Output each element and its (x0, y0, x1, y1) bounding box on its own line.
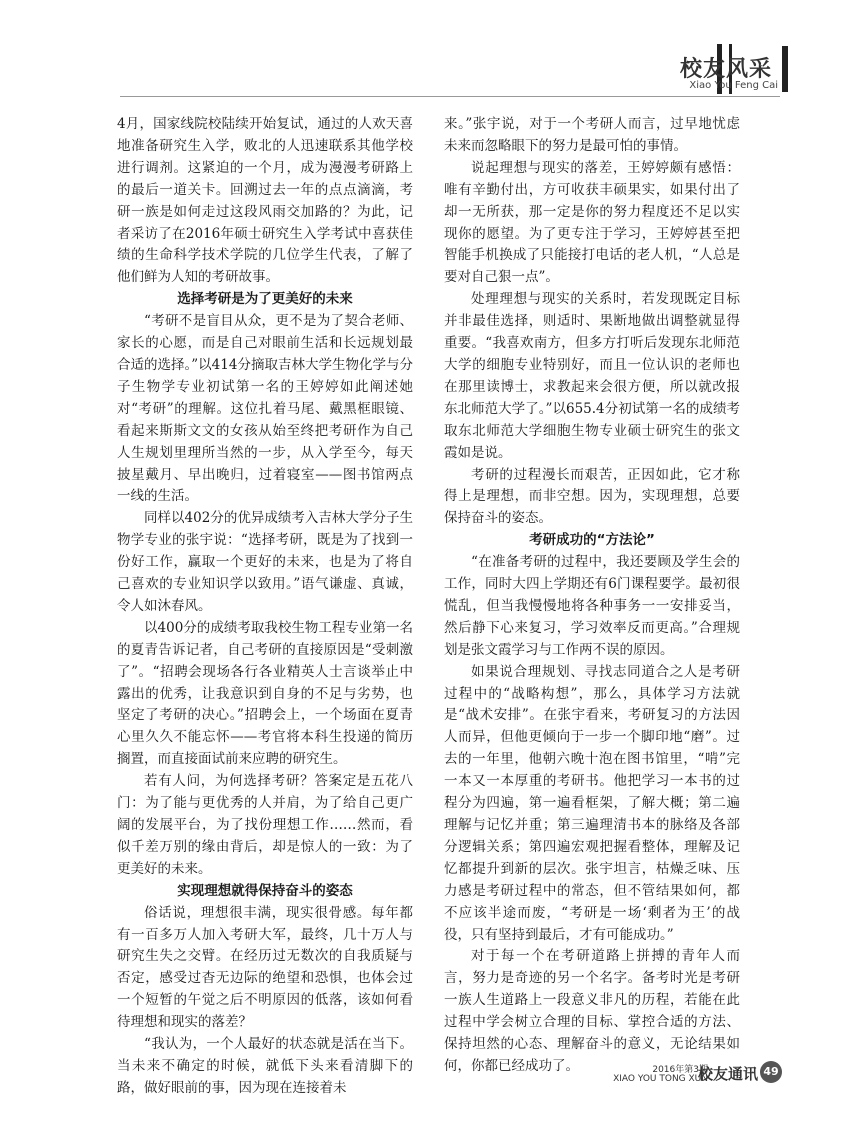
magazine-pinyin: XIAO YOU TONG XUN (613, 1074, 708, 1084)
article-right-column (444, 114, 740, 1078)
section-subtitle: Xiao You Feng Cai (689, 80, 778, 91)
paragraph: 说起理想与现实的落差，王婷婷颇有感悟：唯有辛勤付出，方可收获丰硕果实，如果付出了却一无所获，那一定是你的努力程度还不足以实现你的愿望。为了更专注于学习，王婷婷甚至把智能手机换成了只能接打电话的老人机，“人总是要对自己狠一点”。 (444, 159, 740, 286)
paragraph: 处理理想与现实的关系时，若发现既定目标并非最佳选择，则适时、果断地做出调整就显得重要。“我喜欢南方，但多方打听后发现东北师范大学的细胞专业特别好，而且一位认识的老师也在那里读博士，求教起来会很方便，所以就改报东北师范大学了。”以655.4分初试第一名的成绩考取东北师范大学细胞生物专业硕士研究生的张文霞如是说。 (444, 291, 740, 461)
paragraph: “考研不是盲目从众，更不是为了契合老师、家长的心愿，而是自己对眼前生活和长远规划最合适的选择。”以414分摘取吉林大学生物化学与分子生物学专业初试第一名的王婷婷如此阐述她对“考研”的理解。这位扎着马尾、戴黑框眼镜、看起来斯斯文文的女孩从始至终把考研作为自己人生规划里理所当然的一步，从入学至今，每天披星戴月、早出晚归，过着寝室——图书馆两点一线的生活。 (117, 313, 413, 505)
page-header (0, 0, 850, 100)
page-footer (0, 1060, 850, 1100)
paragraph: 俗话说，理想很丰满，现实很骨感。每年都有一百多万人加入考研大军，最终，几十万人与研究生失之交臂。在经历过无数次的自我质疑与否定，感受过杳无边际的绝望和恐惧，也体会过一个短暂的午觉之后不明原因的低落，该如何看待理想和现实的落差？ (117, 904, 413, 1031)
paragraph: 同样以402分的优异成绩考入吉林大学分子生物学专业的张宇说：“选择考研，既是为了找到一份好工作，赢取一个更好的未来，也是为了将自己喜欢的专业知识学以致用。”语气谦虚、真诚，令人如沐春风。 (117, 510, 413, 614)
magazine-name: 校友通讯 (697, 1065, 758, 1083)
paragraph: 来。”张宇说，对于一个考研人而言，过早地忧虑未来而忽略眼下的努力是最可怕的事情。 (444, 116, 740, 154)
paragraph: 4月，国家线院校陆续开始复试，通过的人欢天喜地准备研究生入学，败北的人迅速联系其他学校进行调剂。这紧迫的一个月，成为漫漫考研路上的最后一道关卡。回溯过去一年的点点滴滴，考研一族是如何走过这段风雨交加路的？为此，记者采访了在2016年硕士研究生入学考试中喜获佳绩的生命科学技术学院的几位学生代表，了解了他们鲜为人知的考研故事。 (117, 116, 413, 286)
header-decor-bar (782, 46, 788, 92)
paragraph: 若有人问，为何选择考研？答案定是五花八门：为了能与更优秀的人并肩，为了给自己更广阔的发展平台，为了找份理想工作……然而，看似千差万别的缘由背后，却是惊人的一致：为了更美好的未来。 (117, 773, 413, 877)
page-number: 49 (760, 1061, 782, 1083)
section-heading: 考研成功的“方法论” (529, 532, 655, 549)
section-heading: 选择考研是为了更美好的未来 (177, 291, 353, 308)
paragraph: 考研的过程漫长而艰苦，正因如此，它才称得上是理想，而非空想。因为，实现理想，总要保持奋斗的姿态。 (444, 466, 740, 527)
paragraph: “在准备考研的过程中，我还要顾及学生会的工作，同时大四上学期还有6门课程要学。最初很慌乱，但当我慢慢地将各种事务一一安排妥当，然后静下心来复习，学习效率反而更高。”合理规划是张文霞学习与工作两不误的原因。 (444, 554, 740, 658)
section-title: 校友风采 (679, 57, 772, 82)
issue-label: 2016年第3期 (652, 1065, 708, 1075)
header-divider (120, 96, 780, 97)
paragraph: 以400分的成绩考取我校生物工程专业第一名的夏青告诉记者，自己考研的直接原因是“受刺激了”。“招聘会现场各行各业精英人士言谈举止中露出的优秀，让我意识到自身的不足与劣势，也坚定了考研的决心。”招聘会上，一个场面在夏青心里久久不能忘怀——考官将本科生投递的简历搁置，而直接面试前来应聘的研究生。 (117, 619, 413, 768)
paragraph: “我认为，一个人最好的状态就是活在当下。当未来不确定的时候，就低下头来看清脚下的路，做好眼前的事，因为现在连接着未 (117, 1036, 413, 1096)
paragraph: 对于每一个在考研道路上拼搏的青年人而言，努力是奇迹的另一个名字。备考时光是考研一族人生道路上一段意义非凡的历程，若能在此过程中学会树立合理的目标、掌控合适的方法、保持坦然的心态、理解奋斗的意义，无论结果如何，你都已经成功了。 (444, 948, 740, 1074)
article-left-column (117, 114, 413, 1100)
paragraph: 如果说合理规划、寻找志同道合之人是考研过程中的“战略构想”，那么，具体学习方法就是“战术安排”。在张宇看来，考研复习的方法因人而异，但他更倾向于一步一个脚印地“磨”。过去的一年里，他朝六晚十泡在图书馆里，“啃”完一本又一本厚重的考研书。他把学习一本书的过程分为四遍，第一遍看框架，了解大概；第二遍理解与记忆并重；第三遍理清书本的脉络及各部分逻辑关系；第四遍宏观把握看整体，理解及记忆都提升到新的层次。张宇坦言，枯燥乏味、压力感是考研过程中的常态，但不管结果如何，都不应该半途而废，“考研是一场‘剩者为王’的战役，只有坚持到最后，才有可能成功。” (444, 663, 740, 943)
section-heading: 实现理想就得保持奋斗的姿态 (177, 882, 353, 899)
